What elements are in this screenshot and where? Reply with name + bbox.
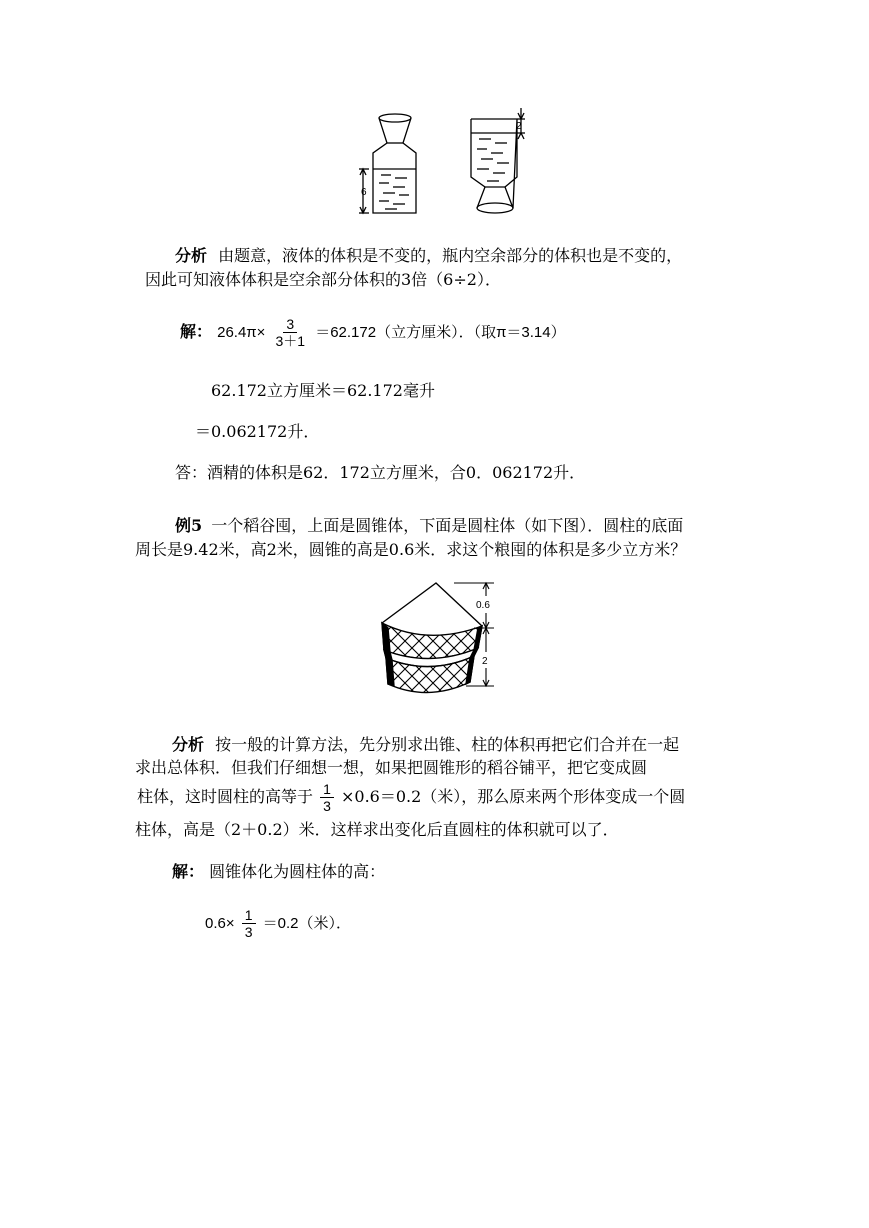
analysis-2-fraction xyxy=(320,781,334,814)
fraction-numerator: 3 xyxy=(283,316,297,333)
analysis-2-line-2: 求出总体积．但我们仔细想一想，如果把圆锥形的稻谷铺平，把它变成圆 xyxy=(135,758,648,777)
dim-label-6: 6 xyxy=(361,187,367,198)
analysis-2-line-1 xyxy=(172,735,679,755)
example-5-text-1: 一个稻谷囤，上面是圆锥体，下面是圆柱体（如下图）．圆柱的底面 xyxy=(211,516,684,535)
fraction-numerator: 1 xyxy=(242,907,256,924)
analysis-2-text-3-suffix: ×0.6＝0.2（米），那么原来两个形体变成一个圆 xyxy=(341,787,686,806)
dim-label-0-6: 0.6 xyxy=(476,600,490,611)
grain-bin-figure xyxy=(370,578,510,706)
analysis-2-heading: 分析 xyxy=(172,735,205,754)
analysis-1-heading: 分析 xyxy=(175,246,208,265)
solution-1-heading: 解： xyxy=(180,322,213,341)
analysis-1-line-1 xyxy=(175,246,682,266)
analysis-2-text-3-prefix: 柱体，这时圆柱的高等于 xyxy=(137,787,314,806)
fraction-denominator: 3＋1 xyxy=(275,333,306,349)
solution-1-line-2: 62.172立方厘米＝62.172毫升 xyxy=(211,381,435,400)
solution-1-expr-prefix: 26.4π× xyxy=(217,324,266,341)
solution-1-fraction xyxy=(273,316,309,349)
solution-2-expr-suffix: ＝0.2（米）． xyxy=(262,915,351,932)
example-5-line-1 xyxy=(175,516,683,536)
dim-label-2-cylinder: 2 xyxy=(482,656,488,667)
solution-2-text-1: 圆锥体化为圆柱体的高： xyxy=(209,862,386,881)
bottle-figure xyxy=(355,105,535,220)
dim-label-2: 2 xyxy=(516,121,522,132)
solution-1-expression xyxy=(180,314,566,351)
example-5-heading: 例5 xyxy=(175,516,203,535)
fraction-denominator: 3 xyxy=(323,798,331,814)
solution-2-fraction xyxy=(242,907,256,940)
fraction-denominator: 3 xyxy=(244,924,253,940)
fraction-numerator: 1 xyxy=(320,781,334,798)
solution-2-expr-prefix: 0.6× xyxy=(205,915,235,932)
solution-2-expression xyxy=(205,905,351,942)
example-5-line-2: 周长是9.42米，高2米，圆锥的高是0.6米．求这个粮囤的体积是多少立方米？ xyxy=(135,540,687,559)
solution-1-answer: 答：酒精的体积是62．172立方厘米，合0．062172升． xyxy=(175,463,586,482)
analysis-1-text-1: 由题意，液体的体积是不变的，瓶内空余部分的体积也是不变的， xyxy=(218,246,683,265)
solution-2-line-1 xyxy=(172,862,385,882)
analysis-2-line-4: 柱体，高是（2＋0.2）米．这样求出变化后直圆柱的体积就可以了． xyxy=(135,820,619,839)
analysis-2-line-3 xyxy=(137,779,685,815)
solution-1-line-3: ＝0.062172升． xyxy=(195,422,320,441)
analysis-2-text-1: 按一般的计算方法，先分别求出锥、柱的体积再把它们合并在一起 xyxy=(215,735,680,754)
solution-2-heading: 解： xyxy=(172,862,205,881)
analysis-1-line-2: 因此可知液体体积是空余部分体积的3倍（6÷2）． xyxy=(145,270,501,289)
solution-1-expr-suffix: ＝62.172（立方厘米）．（取π＝3.14） xyxy=(315,324,566,341)
